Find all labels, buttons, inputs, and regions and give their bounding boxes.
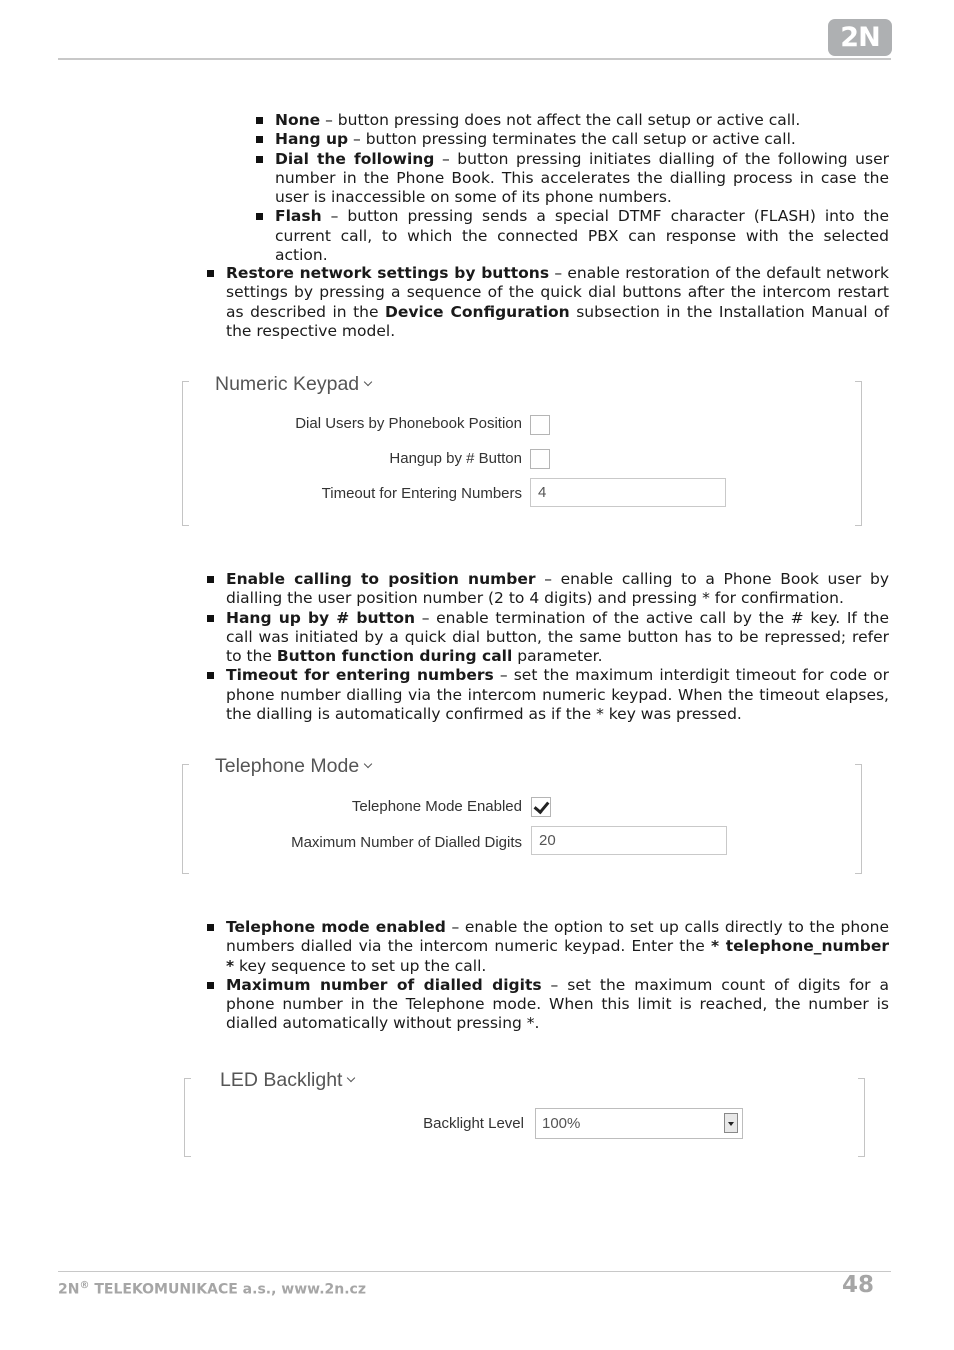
timeout-entering-numbers-input[interactable]: 4 [530,478,726,507]
chevron-down-icon [364,378,372,386]
panel-bracket-left [182,764,189,874]
dial-by-position-checkbox[interactable] [530,415,550,435]
panel-bracket-right [855,381,862,526]
chevron-down-icon [364,760,372,768]
telephone-mode-enabled-label: Telephone Mode Enabled [351,798,522,815]
list-item: Hang up by # button – enable termination of the active call by the # key. If the call was initiated by a quick dial button, the same button has to be repressed; refer to the Button function during call parameter. [226,608,889,666]
list-item: Maximum number of dialled digits – set the maximum count of digits for a phone number in the Telephone mode. When this limit is reached, the number is dialled automatically without pressing *. [226,975,889,1033]
backlight-level-select[interactable]: 100% [535,1108,743,1139]
hangup-by-hash-checkbox[interactable] [530,449,550,469]
2n-logo: 2N [828,19,892,56]
list-item: Restore network settings by buttons – enable restoration of the default network settings by pressing a sequence of the quick dial buttons after the intercom restart as described in the Device Configuration subsection in the Installation Manual of the respective model. [226,264,889,340]
button-function-options-list [275,111,889,265]
dial-by-position-label: Dial Users by Phonebook Position [295,415,522,432]
telephone-mode-header[interactable]: Telephone Mode [215,755,371,778]
numeric-keypad-header[interactable]: Numeric Keypad [215,373,371,396]
led-backlight-panel [184,1069,865,1157]
list-item: Timeout for entering numbers – set the maximum interdigit timeout for code or phone number dialling via the intercom numeric keypad. When the timeout elapses, the dialling is automatically confirmed as if the * key was pressed. [226,666,889,724]
page-number: 48 [841,1272,874,1298]
list-item: Flash – button pressing sends a special DTMF character (FLASH) into the current call, to which the connected PBX can response with the selected action. [275,207,889,265]
chevron-down-icon [347,1074,355,1082]
checkmark-icon [534,798,550,815]
list-item: Enable calling to position number – enable calling to a Phone Book user by dialling the user position number (2 to 4 digits) and pressing * for confirmation. [226,570,889,608]
panel-bracket-right [858,1078,865,1157]
list-item: None – button pressing does not affect the call setup or active call. [275,111,889,130]
panel-bracket-left [182,381,189,526]
panel-bracket-left [184,1078,191,1157]
numeric-keypad-panel [182,373,862,526]
footer-rule [58,1271,891,1272]
numeric-keypad-description-list [226,570,889,724]
footer-company: 2N® TELEKOMUNIKACE a.s., www.2n.cz [58,1280,366,1298]
list-item: Hang up – button pressing terminates the call setup or active call. [275,130,889,149]
list-item: Dial the following – button pressing initiates dialling of the following user number in the Phone Book. This accelerates the dialling process in case the user is inaccessible on some of its phone numbers. [275,149,889,207]
telephone-mode-description-list [226,918,889,1034]
panel-bracket-right [855,764,862,874]
telephone-mode-panel [182,755,862,874]
telephone-mode-enabled-checkbox[interactable] [531,797,551,817]
max-dialled-digits-label: Maximum Number of Dialled Digits [291,834,522,851]
dropdown-arrow-icon[interactable] [724,1113,738,1133]
hangup-by-hash-label: Hangup by # Button [389,450,522,467]
max-dialled-digits-input[interactable]: 20 [531,826,727,855]
list-item: Telephone mode enabled – enable the option to set up calls directly to the phone numbers dialled via the intercom numeric keypad. Enter the * telephone_number * key sequence to set up the call. [226,918,890,975]
header-rule [58,58,891,60]
restore-network-list [226,264,889,341]
timeout-entering-numbers-label: Timeout for Entering Numbers [321,485,522,502]
backlight-level-label: Backlight Level [423,1115,524,1132]
led-backlight-header[interactable]: LED Backlight [220,1069,354,1092]
